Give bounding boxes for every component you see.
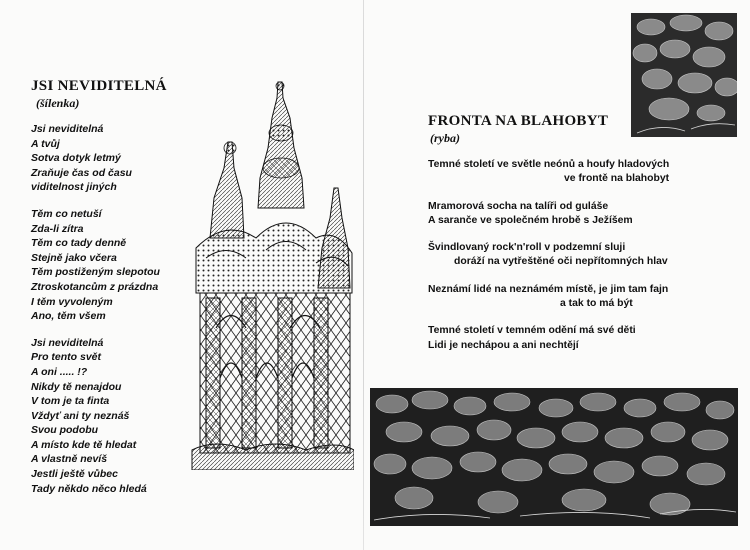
poem-line: Temné století ve světle neónů a houfy hladových	[428, 159, 670, 170]
poem-line: Stejně jako včera	[31, 251, 117, 264]
poem-line: Tady někdo něco hledá	[31, 482, 147, 495]
stanza	[428, 324, 738, 353]
poem-line: Lidi je nechápou a ani nechtějí	[428, 339, 579, 351]
poem-line: Pro tento svět	[31, 351, 102, 364]
poem-line: Vždyť ani ty neznáš	[31, 409, 130, 422]
poem-line: A saranče ve společném hrobě s Ježíšem	[428, 214, 633, 226]
poem-line: Ztroskotancům z prázdna	[31, 280, 159, 293]
poem-line: doráží na vytřeštěné oči nepřítomných hlav	[454, 256, 668, 268]
left-poem-title: JSI NEVIDITELNÁ	[31, 78, 167, 94]
rats-photo-bottom	[370, 388, 738, 526]
poem-line: Zraňuje čas od času	[31, 166, 132, 179]
stanza	[428, 200, 738, 229]
right-poem-subtitle: (ryba)	[430, 131, 460, 145]
poem-line: A tvůj	[31, 137, 60, 150]
poem-line: Mramorová socha na talíři od guláše	[428, 200, 609, 212]
poem-line: Zda-li zítra	[31, 222, 84, 235]
poem-line: Temné století v temném odění má své děti	[428, 325, 636, 337]
poem-line: Jsi neviditelná	[31, 336, 104, 349]
poem-line: A vlastně nevíš	[31, 453, 108, 466]
poem-line: Švindlovaný rock'n'roll v podzemní sluji	[428, 242, 626, 254]
poem-line: viditelnost jiných	[31, 181, 117, 194]
rats-photo-top	[631, 13, 737, 137]
stanza	[31, 336, 201, 497]
left-poem-body	[31, 122, 201, 508]
poem-line: Svou podobu	[31, 424, 99, 437]
poem-line: Ano, těm všem	[31, 310, 106, 323]
poem-line: Těm co tady denně	[31, 237, 127, 250]
poem-line: Nikdy tě nenajdou	[31, 380, 122, 393]
stanza	[31, 207, 201, 324]
poem-line: a tak to má být	[560, 298, 633, 310]
left-poem-subtitle: (šílenka)	[36, 96, 80, 110]
poem-line: A místo kde tě hledat	[31, 438, 137, 451]
poem-line: Jsi neviditelná	[31, 123, 104, 135]
right-poem-body	[428, 158, 738, 366]
poem-line: Těm co netuší	[31, 207, 102, 220]
poem-line: Sotva dotyk letmý	[31, 152, 121, 165]
poem-line: Neznámí lidé na neznámém místě, je jim tam fajn	[428, 283, 669, 295]
ornate-cathedral-illustration	[186, 78, 354, 470]
poem-line: V tom je ta finta	[31, 395, 110, 408]
poem-line: Těm postiženým slepotou	[31, 266, 160, 279]
poem-line: I těm vyvoleným	[31, 295, 113, 308]
page-gutter	[363, 0, 364, 550]
right-poem-title: FRONTA NA BLAHOBYT	[428, 113, 609, 129]
poem-line: A oni ..... !?	[31, 365, 88, 378]
stanza	[31, 122, 201, 195]
stanza	[428, 283, 738, 312]
poem-line: Jestli ještě vůbec	[31, 468, 118, 481]
stanza	[428, 241, 738, 270]
poem-line: ve frontě na blahobyt	[564, 173, 670, 185]
stanza	[428, 158, 738, 187]
